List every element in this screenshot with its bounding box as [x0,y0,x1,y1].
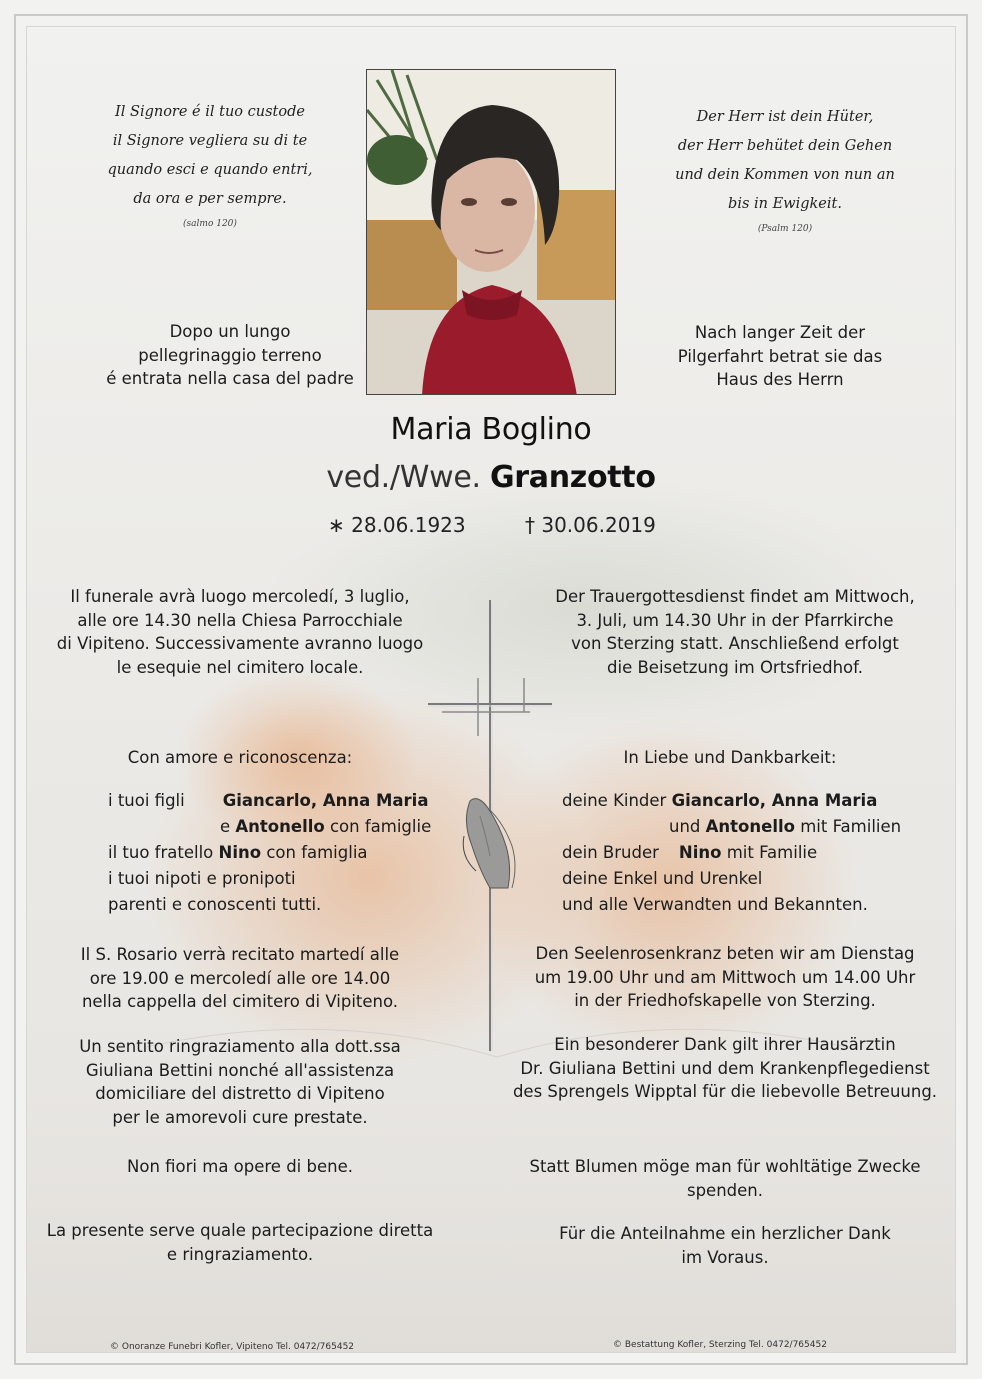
funeral-line: 3. Juli, um 14.30 Uhr in der Pfarrkirche [576,610,894,630]
married-prefix: ved./Wwe. [326,460,481,495]
rosary-line: nella cappella del cimitero di Vipiteno. [81,992,399,1011]
right-intro [630,321,930,392]
left-thanks-heading: Con amore e riconoscenza: [127,748,353,767]
family-names: Antonello [705,817,795,836]
intro-line: é entrata nella casa del padre [106,369,354,388]
intro-line: Pilgerfahrt betrat sie das [677,346,883,366]
birth-date: ∗ 28.06.1923 [328,513,466,537]
psalm-reference: (salmo 120) [183,219,237,229]
verse-line: il Signore vegliera su di te [112,133,308,149]
funeral-line: Der Trauergottesdienst findet am Mittwoch, [555,587,915,606]
footer-left-credit: © Onoranze Funebri Kofler, Vipiteno Tel. 0472/765452 [110,1342,355,1352]
family-text: und [669,817,706,836]
funeral-line: von Sterzing statt. Anschließend erfolgt [571,634,899,653]
family-line: parenti e conoscenti tutti. [108,895,322,914]
family-line: i tuoi nipoti e pronipoti [108,869,296,888]
funeral-line: alle ore 14.30 nella Chiesa Parrocchiale [77,610,403,630]
funeral-line: Il funerale avrà luogo mercoledí, 3 luglio, [70,587,410,606]
family-line [108,840,448,866]
verse-line: Il Signore é il tuo custode [115,104,305,120]
family-text: con famiglia [261,843,368,862]
family-text: mit Familien [794,817,902,836]
right-gratitude [505,1033,945,1104]
right-flowers-note [515,1155,935,1202]
left-psalm [60,98,360,234]
family-line [562,840,922,866]
family-text: con famiglie [324,817,432,836]
flowers-line: Statt Blumen möge man für wohltätige Zwecke [529,1157,921,1176]
gratitude-line: Dr. Giuliana Bettini und dem Krankenpflegedienst [520,1058,930,1078]
funeral-line: die Beisetzung im Ortsfriedhof. [607,657,863,677]
family-line [562,814,922,840]
left-family-list [108,788,448,918]
family-text: dein Bruder [562,843,659,862]
psalm-reference: (Psalm 120) [757,224,813,234]
intro-line: pellegrinaggio terreno [138,345,322,365]
intro-line: Dopo un lungo [169,322,291,341]
flowers-line: spenden. [686,1180,763,1200]
deceased-name: Maria Boglino [390,412,592,447]
left-flowers-note: Non fiori ma opere di bene. [127,1157,353,1176]
funeral-line: le esequie nel cimitero locale. [116,657,364,677]
verse-line: quando esci e quando entri, [107,162,313,178]
funeral-line: di Vipiteno. Successivamente avranno luogo [56,634,424,653]
gratitude-line: per le amorevoli cure prestate. [112,1107,368,1127]
verse-line: bis in Ewigkeit. [728,196,842,212]
family-names: Nino [218,843,262,862]
verse-line: und dein Kommen von nun an [675,167,895,183]
family-line: und alle Verwandten und Bekannten. [562,895,868,914]
right-rosary-info [515,942,935,1013]
family-label: i tuoi figli [108,791,185,810]
intro-line: Haus des Herrn [716,370,844,389]
family-names: Giancarlo, Anna Maria [671,791,878,810]
gratitude-line: Ein besonderer Dank gilt ihrer Hausärztin [554,1035,896,1054]
family-line [562,788,922,814]
gratitude-line: Giuliana Bettini nonché all'assistenza [85,1060,395,1080]
verse-line: da ora e per sempre. [133,191,287,207]
left-gratitude [50,1035,430,1129]
left-rosary-info [50,943,430,1014]
right-family-list [562,788,922,918]
family-names: Nino [678,843,722,862]
gratitude-line: Un sentito ringraziamento alla dott.ssa [79,1037,401,1056]
rosary-line: ore 19.00 e mercoledí alle ore 14.00 [89,968,391,988]
rosary-line: um 19.00 Uhr und am Mittwoch um 14.00 Uhr [534,967,916,987]
right-closing [525,1222,925,1269]
left-intro [80,320,380,391]
footer-right-credit: © Bestattung Kofler, Sterzing Tel. 0472/765452 [613,1340,827,1350]
married-name [241,460,741,495]
rosary-line: Den Seelenrosenkranz beten wir am Dienstag [535,944,915,963]
family-line [108,788,448,814]
death-date: † 30.06.2019 [525,513,656,537]
portrait-photo [366,69,616,395]
gratitude-line: domiciliare del distretto di Vipiteno [95,1084,385,1103]
praying-hands-icon [463,799,515,888]
right-psalm [635,103,935,239]
family-text: e [220,817,236,836]
family-line [108,814,448,840]
family-line: deine Enkel und Urenkel [562,869,763,888]
closing-line: La presente serve quale partecipazione diretta [46,1221,434,1240]
left-funeral-info [50,585,430,679]
closing-line: im Voraus. [681,1247,769,1267]
closing-line: Für die Anteilnahme ein herzlicher Dank [559,1224,891,1243]
verse-line: Der Herr ist dein Hüter, [696,109,874,125]
left-closing [40,1219,440,1266]
rosary-line: Il S. Rosario verrà recitato martedí alle [80,945,400,964]
family-text: deine Kinder [562,791,672,810]
married-surname: Granzotto [489,460,656,495]
intro-line: Nach langer Zeit der [694,323,866,342]
right-funeral-info [535,585,935,679]
gratitude-line: des Sprengels Wipptal für die liebevolle Betreuung. [512,1082,938,1101]
closing-line: e ringraziamento. [166,1244,314,1264]
verse-line: der Herr behütet dein Gehen [677,138,893,154]
portrait-illustration [367,70,616,395]
family-text: il tuo fratello [108,843,219,862]
right-thanks-heading: In Liebe und Dankbarkeit: [623,748,837,767]
family-names: Giancarlo, Anna Maria [222,791,429,810]
family-text: mit Familie [721,843,818,862]
family-names: Antonello [235,817,325,836]
rosary-line: in der Friedhofskapelle von Sterzing. [574,991,876,1010]
